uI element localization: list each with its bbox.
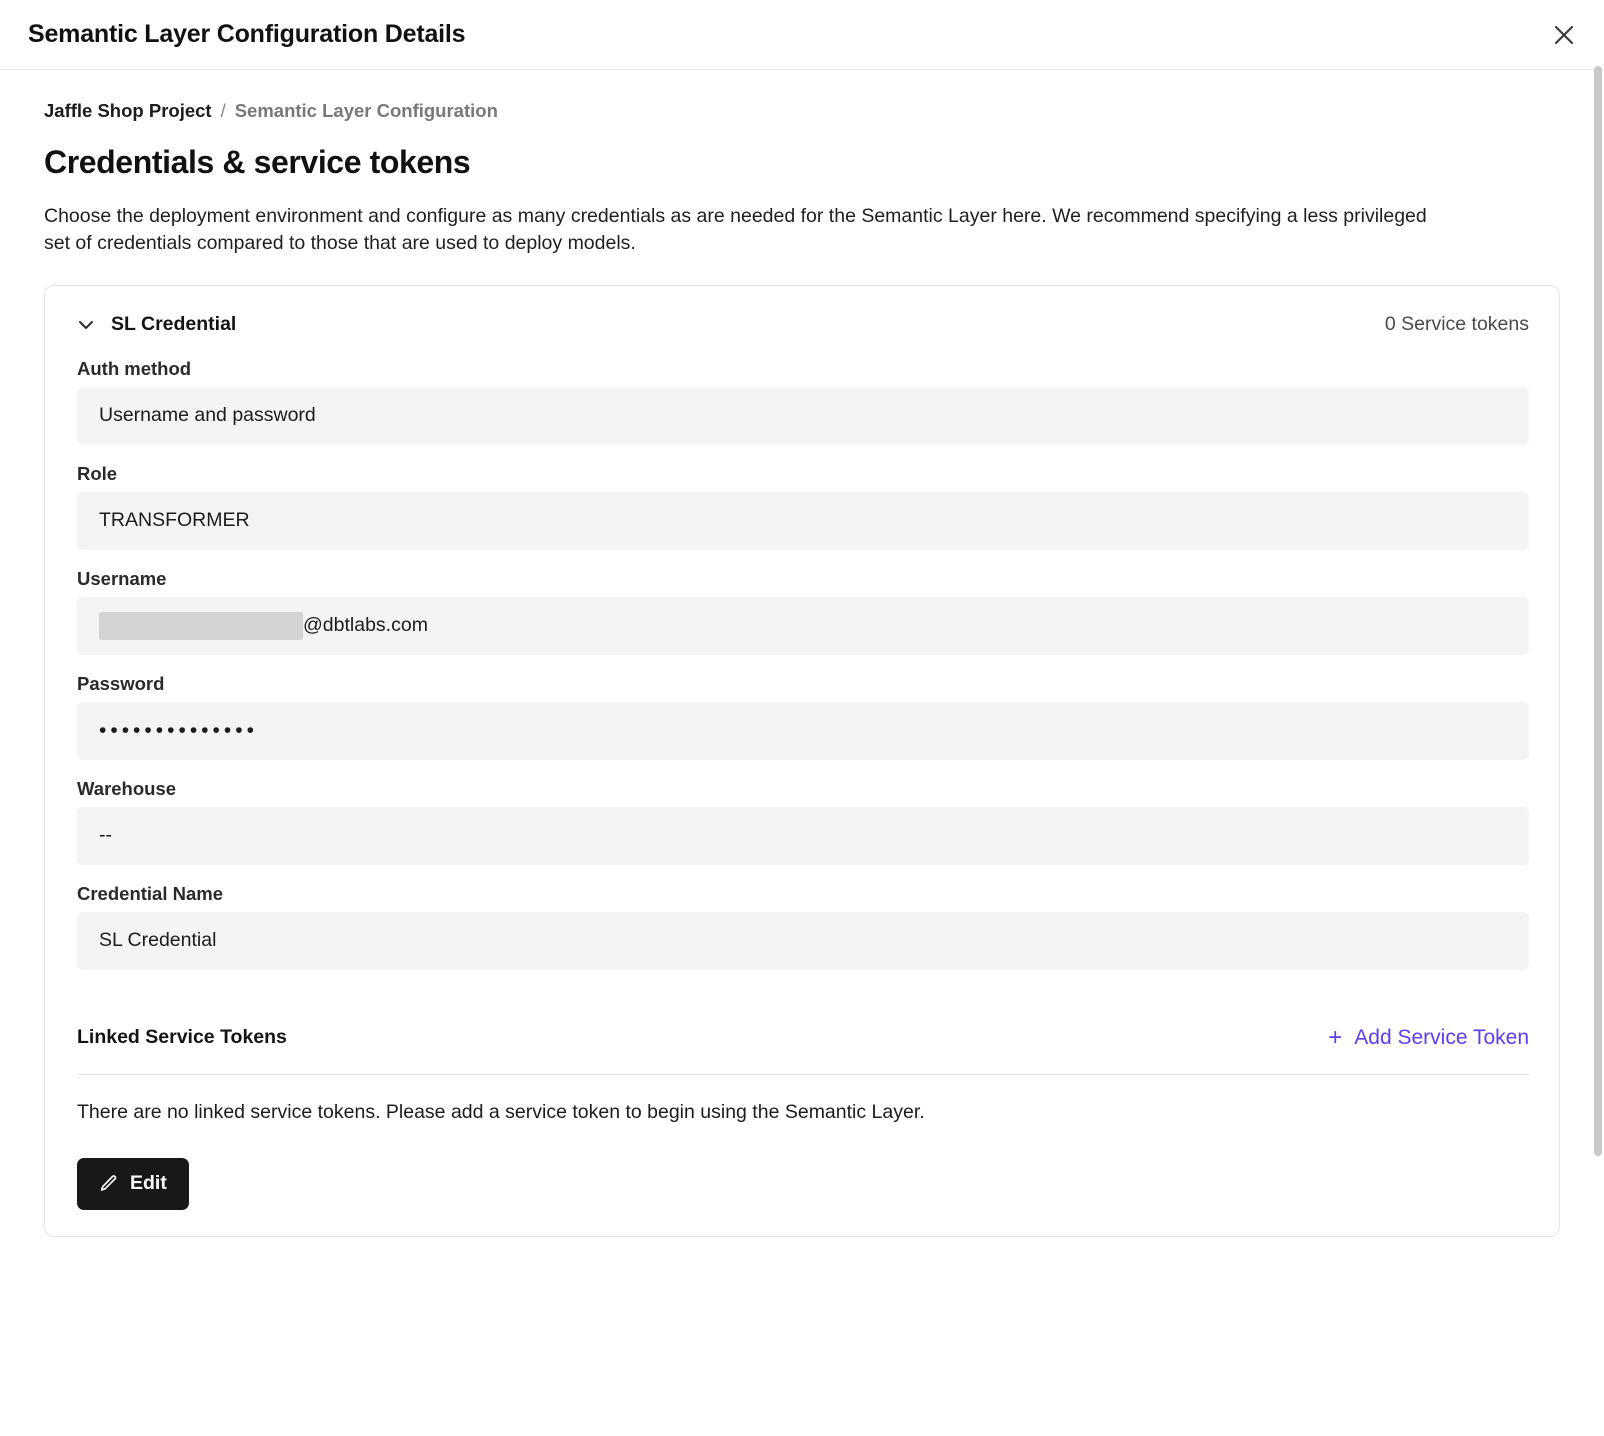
warehouse-label: Warehouse	[77, 777, 177, 799]
credential-name-label: Credential Name	[77, 882, 223, 904]
linked-tokens-header	[45, 1023, 1559, 1051]
plus-icon: +	[1328, 1023, 1343, 1051]
linked-tokens-title: Linked Service Tokens	[77, 1026, 287, 1049]
password-mask: ••••••••••••••	[99, 718, 258, 742]
linked-tokens-empty-message: There are no linked service tokens. Please add a service token to begin using the Semantic Layer.	[77, 1100, 925, 1123]
breadcrumb	[44, 100, 1560, 122]
username-value	[77, 597, 1529, 655]
page-title: Credentials & service tokens	[44, 144, 471, 180]
chevron-down-icon[interactable]	[73, 312, 99, 338]
credential-card	[44, 285, 1560, 1237]
username-domain: @dbtlabs.com	[303, 614, 428, 637]
credential-fields	[45, 348, 1559, 970]
scrollbar[interactable]	[1594, 66, 1602, 1432]
auth-method-label: Auth method	[77, 357, 192, 379]
credential-name-heading: SL Credential	[111, 313, 237, 336]
modal-body	[0, 70, 1604, 1436]
breadcrumb-project-link[interactable]: Jaffle Shop Project	[44, 100, 212, 121]
redacted-username-block	[99, 612, 303, 640]
add-service-token-button[interactable]	[1328, 1023, 1529, 1051]
modal-header	[0, 0, 1604, 70]
password-label: Password	[77, 672, 165, 694]
auth-method-value: Username and password	[77, 387, 1529, 445]
close-icon[interactable]	[1546, 17, 1582, 53]
credential-name-value: SL Credential	[77, 912, 1529, 970]
edit-button-label: Edit	[130, 1172, 167, 1195]
breadcrumb-current: Semantic Layer Configuration	[234, 100, 498, 121]
warehouse-value: --	[77, 807, 1529, 865]
role-label: Role	[77, 462, 118, 484]
credential-card-header	[45, 286, 1559, 348]
scrollbar-thumb[interactable]	[1594, 66, 1602, 1156]
pencil-icon	[99, 1174, 118, 1193]
add-service-token-label: Add Service Token	[1354, 1025, 1529, 1049]
password-value	[77, 702, 1529, 760]
card-actions	[45, 1124, 1559, 1210]
edit-button[interactable]	[77, 1158, 189, 1210]
role-value: TRANSFORMER	[77, 492, 1529, 550]
username-label: Username	[77, 567, 167, 589]
breadcrumb-separator: /	[220, 100, 226, 121]
modal-title: Semantic Layer Configuration Details	[28, 20, 466, 48]
page-description: Choose the deployment environment and configure as many credentials as are needed for the Semantic Layer here. We recommend specifying a less privileged set of credentials compared to those that are used to deploy models.	[44, 205, 1427, 254]
service-tokens-count: 0 Service tokens	[1384, 313, 1529, 336]
